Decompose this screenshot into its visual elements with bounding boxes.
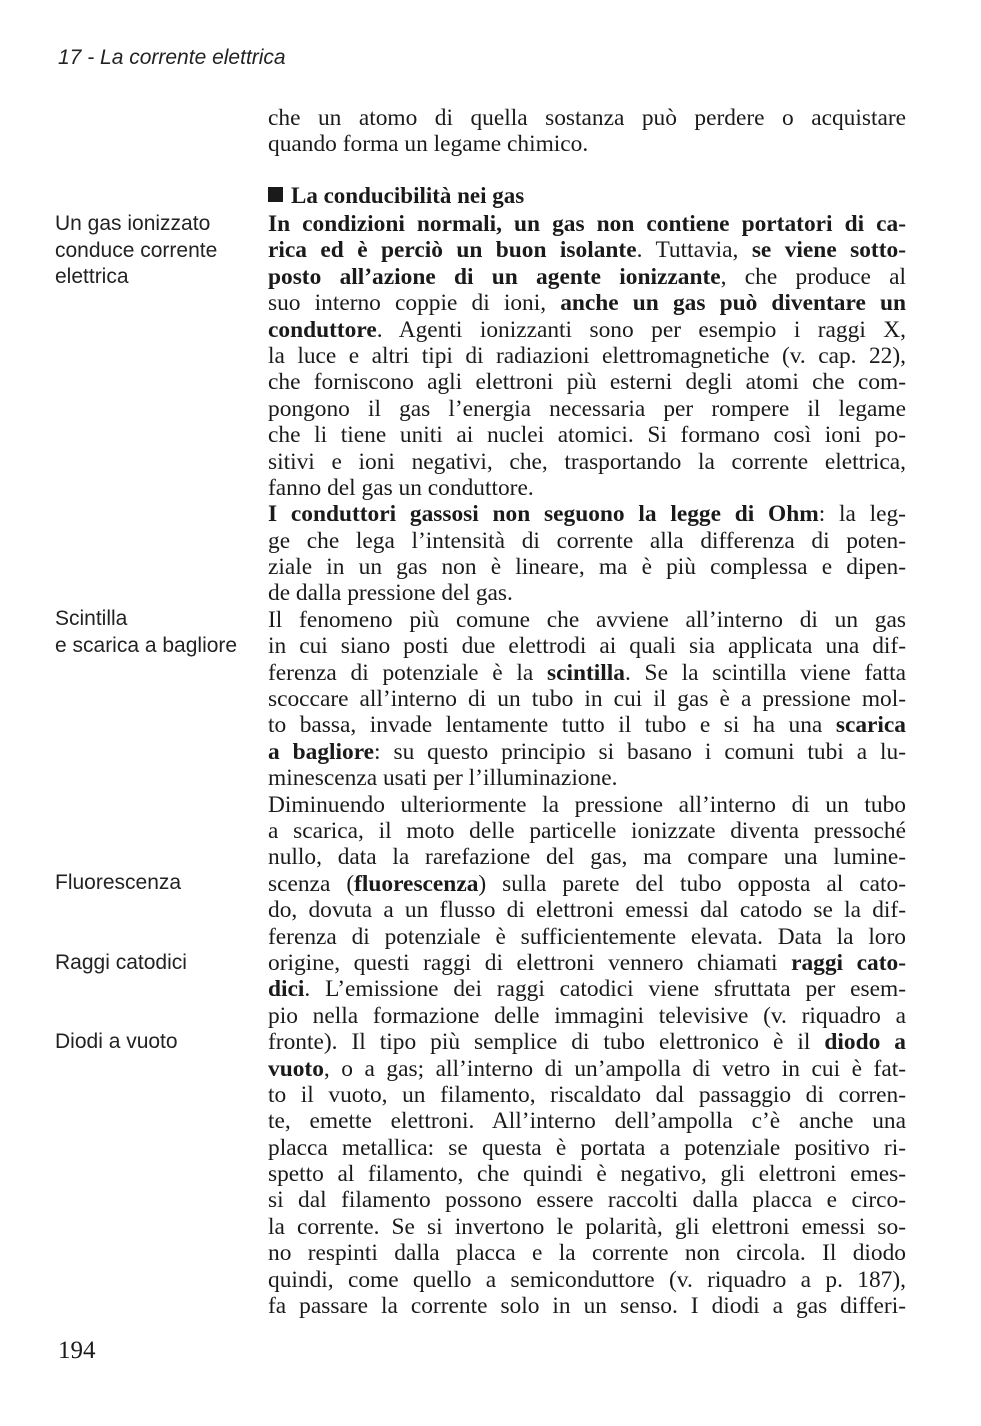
margin-note-line: Un gas ionizzato — [55, 212, 211, 235]
text-line: che un atomo di quella sostanza può perdere o acquistare — [268, 105, 906, 131]
section-heading-text: La conducibilità nei gas — [291, 183, 525, 208]
text-line: a bagliore: su questo principio si basano i comuni tubi a lu- — [268, 738, 906, 765]
text-line: fa passare la corrente solo in un senso. I diodi a gas differi- — [268, 1293, 906, 1320]
text-line: quindi, come quello a semiconduttore (v. riquadro a p. 187), — [268, 1266, 906, 1293]
text-line: sitivi e ioni negativi, che, trasportando la corrente elettrica, — [268, 448, 906, 475]
margin-note-line: conduce corrente — [55, 238, 218, 262]
margin-note-line: Raggi catodici — [55, 951, 187, 974]
margin-note-raggi-catodici — [55, 950, 260, 977]
text-line: che forniscono agli elettroni più esterni degli atomi che com- — [268, 369, 906, 396]
text-line: fronte). Il tipo più semplice di tubo elettronico è il diodo a — [268, 1029, 906, 1056]
text-line: si dal filamento possono essere raccolti dalla placca e circo- — [268, 1187, 906, 1214]
text-line: vuoto, o a gas; all’interno di un’ampolla di vetro in cui è fat- — [268, 1055, 906, 1082]
margin-note-gas-ionizzato — [55, 211, 260, 291]
text-line: de dalla pressione del gas. — [268, 580, 513, 607]
page-number: 194 — [58, 1337, 96, 1364]
text-line: pongono il gas l’energia necessaria per rompere il legame — [268, 395, 906, 422]
text-line: conduttore. Agenti ionizzanti sono per esempio i raggi X, — [268, 316, 906, 343]
text-line: in cui siano posti due elettrodi ai quali sia applicata una dif- — [268, 633, 906, 660]
text-line: scoccare all’interno di un tubo in cui il gas è a pressione mol- — [268, 686, 906, 713]
text-line: pio nella formazione delle immagini televisive (v. riquadro a — [268, 1002, 906, 1029]
text-line: la corrente. Se si invertono le polarità, gli elettroni emessi so- — [268, 1213, 906, 1240]
text-line: ferenza di potenziale è la scintilla. Se la scintilla viene fatta — [268, 659, 906, 686]
text-line: Il fenomeno più comune che avviene all’interno di un gas — [268, 606, 906, 633]
square-bullet-icon — [268, 187, 283, 202]
text-line: a scarica, il moto delle particelle ionizzate diventa pressoché — [268, 817, 906, 844]
margin-note-diodi — [55, 1029, 260, 1056]
text-line: to il vuoto, un filamento, riscaldato dal passaggio di corren- — [268, 1081, 906, 1108]
margin-note-fluorescenza — [55, 870, 260, 897]
text-line: ziale in un gas non è lineare, ma è più complessa e dipen- — [268, 554, 906, 581]
text-line: scenza (fluorescenza) sulla parete del tubo opposta al cato- — [268, 870, 906, 897]
text-line: placca metallica: se questa è portata a potenziale positivo ri- — [268, 1134, 906, 1161]
text-line: posto all’azione di un agente ionizzante, che produce al — [268, 263, 906, 290]
text-line: dici. L’emissione dei raggi catodici viene sfruttata per esem- — [268, 976, 906, 1003]
text-line: no respinti dalla placca e la corrente non circola. Il diodo — [268, 1240, 906, 1267]
running-head: 17 - La corrente elettrica — [58, 46, 286, 69]
margin-note-line: Fluorescenza — [55, 871, 182, 894]
section-heading — [268, 183, 524, 209]
text-line: Diminuendo ulteriormente la pressione all’interno di un tubo — [268, 791, 906, 818]
text-line: suo interno coppie di ioni, anche un gas può diventare un — [268, 290, 906, 317]
text-line: ge che lega l’intensità di corrente alla differenza di poten- — [268, 527, 906, 554]
text-line: la luce e altri tipi di radiazioni elettromagnetiche (v. cap. 22), — [268, 342, 906, 369]
text-line: nullo, data la rarefazione del gas, ma compare una lumine- — [268, 844, 906, 871]
text-line: te, emette elettroni. All’interno dell’ampolla c’è anche una — [268, 1108, 906, 1135]
text-line: minescenza usati per l’illuminazione. — [268, 765, 618, 792]
intro-paragraph — [268, 105, 906, 158]
margin-note-line: Scintilla — [55, 607, 128, 630]
margin-note-line: e scarica a bagliore — [55, 633, 238, 657]
margin-note-line: Diodi a vuoto — [55, 1030, 178, 1053]
text-line: rica ed è perciò un buon isolante. Tuttavia, se viene sotto- — [268, 237, 906, 264]
text-line: In condizioni normali, un gas non contiene portatori di ca- — [268, 211, 906, 237]
text-line: spetto al filamento, che quindi è negativo, gli elettroni emes- — [268, 1161, 906, 1188]
text-line: to bassa, invade lentamente tutto il tubo e si ha una scarica — [268, 712, 906, 739]
text-line: origine, questi raggi di elettroni vennero chiamati raggi cato- — [268, 949, 906, 976]
text-line: ferenza di potenziale è sufficientemente elevata. Data la loro — [268, 923, 906, 950]
text-line: fanno del gas un conduttore. — [268, 474, 534, 501]
text-line: do, dovuta a un flusso di elettroni emessi dal catodo se la dif- — [268, 897, 906, 924]
text-line: quando forma un legame chimico. — [268, 131, 589, 158]
main-text — [268, 211, 906, 1319]
margin-note-line: elettrica — [55, 265, 129, 288]
margin-note-scintilla — [55, 606, 260, 659]
text-line: I conduttori gassosi non seguono la legge di Ohm: la leg- — [268, 501, 906, 528]
text-line: che li tiene uniti ai nuclei atomici. Si formano così ioni po- — [268, 422, 906, 449]
